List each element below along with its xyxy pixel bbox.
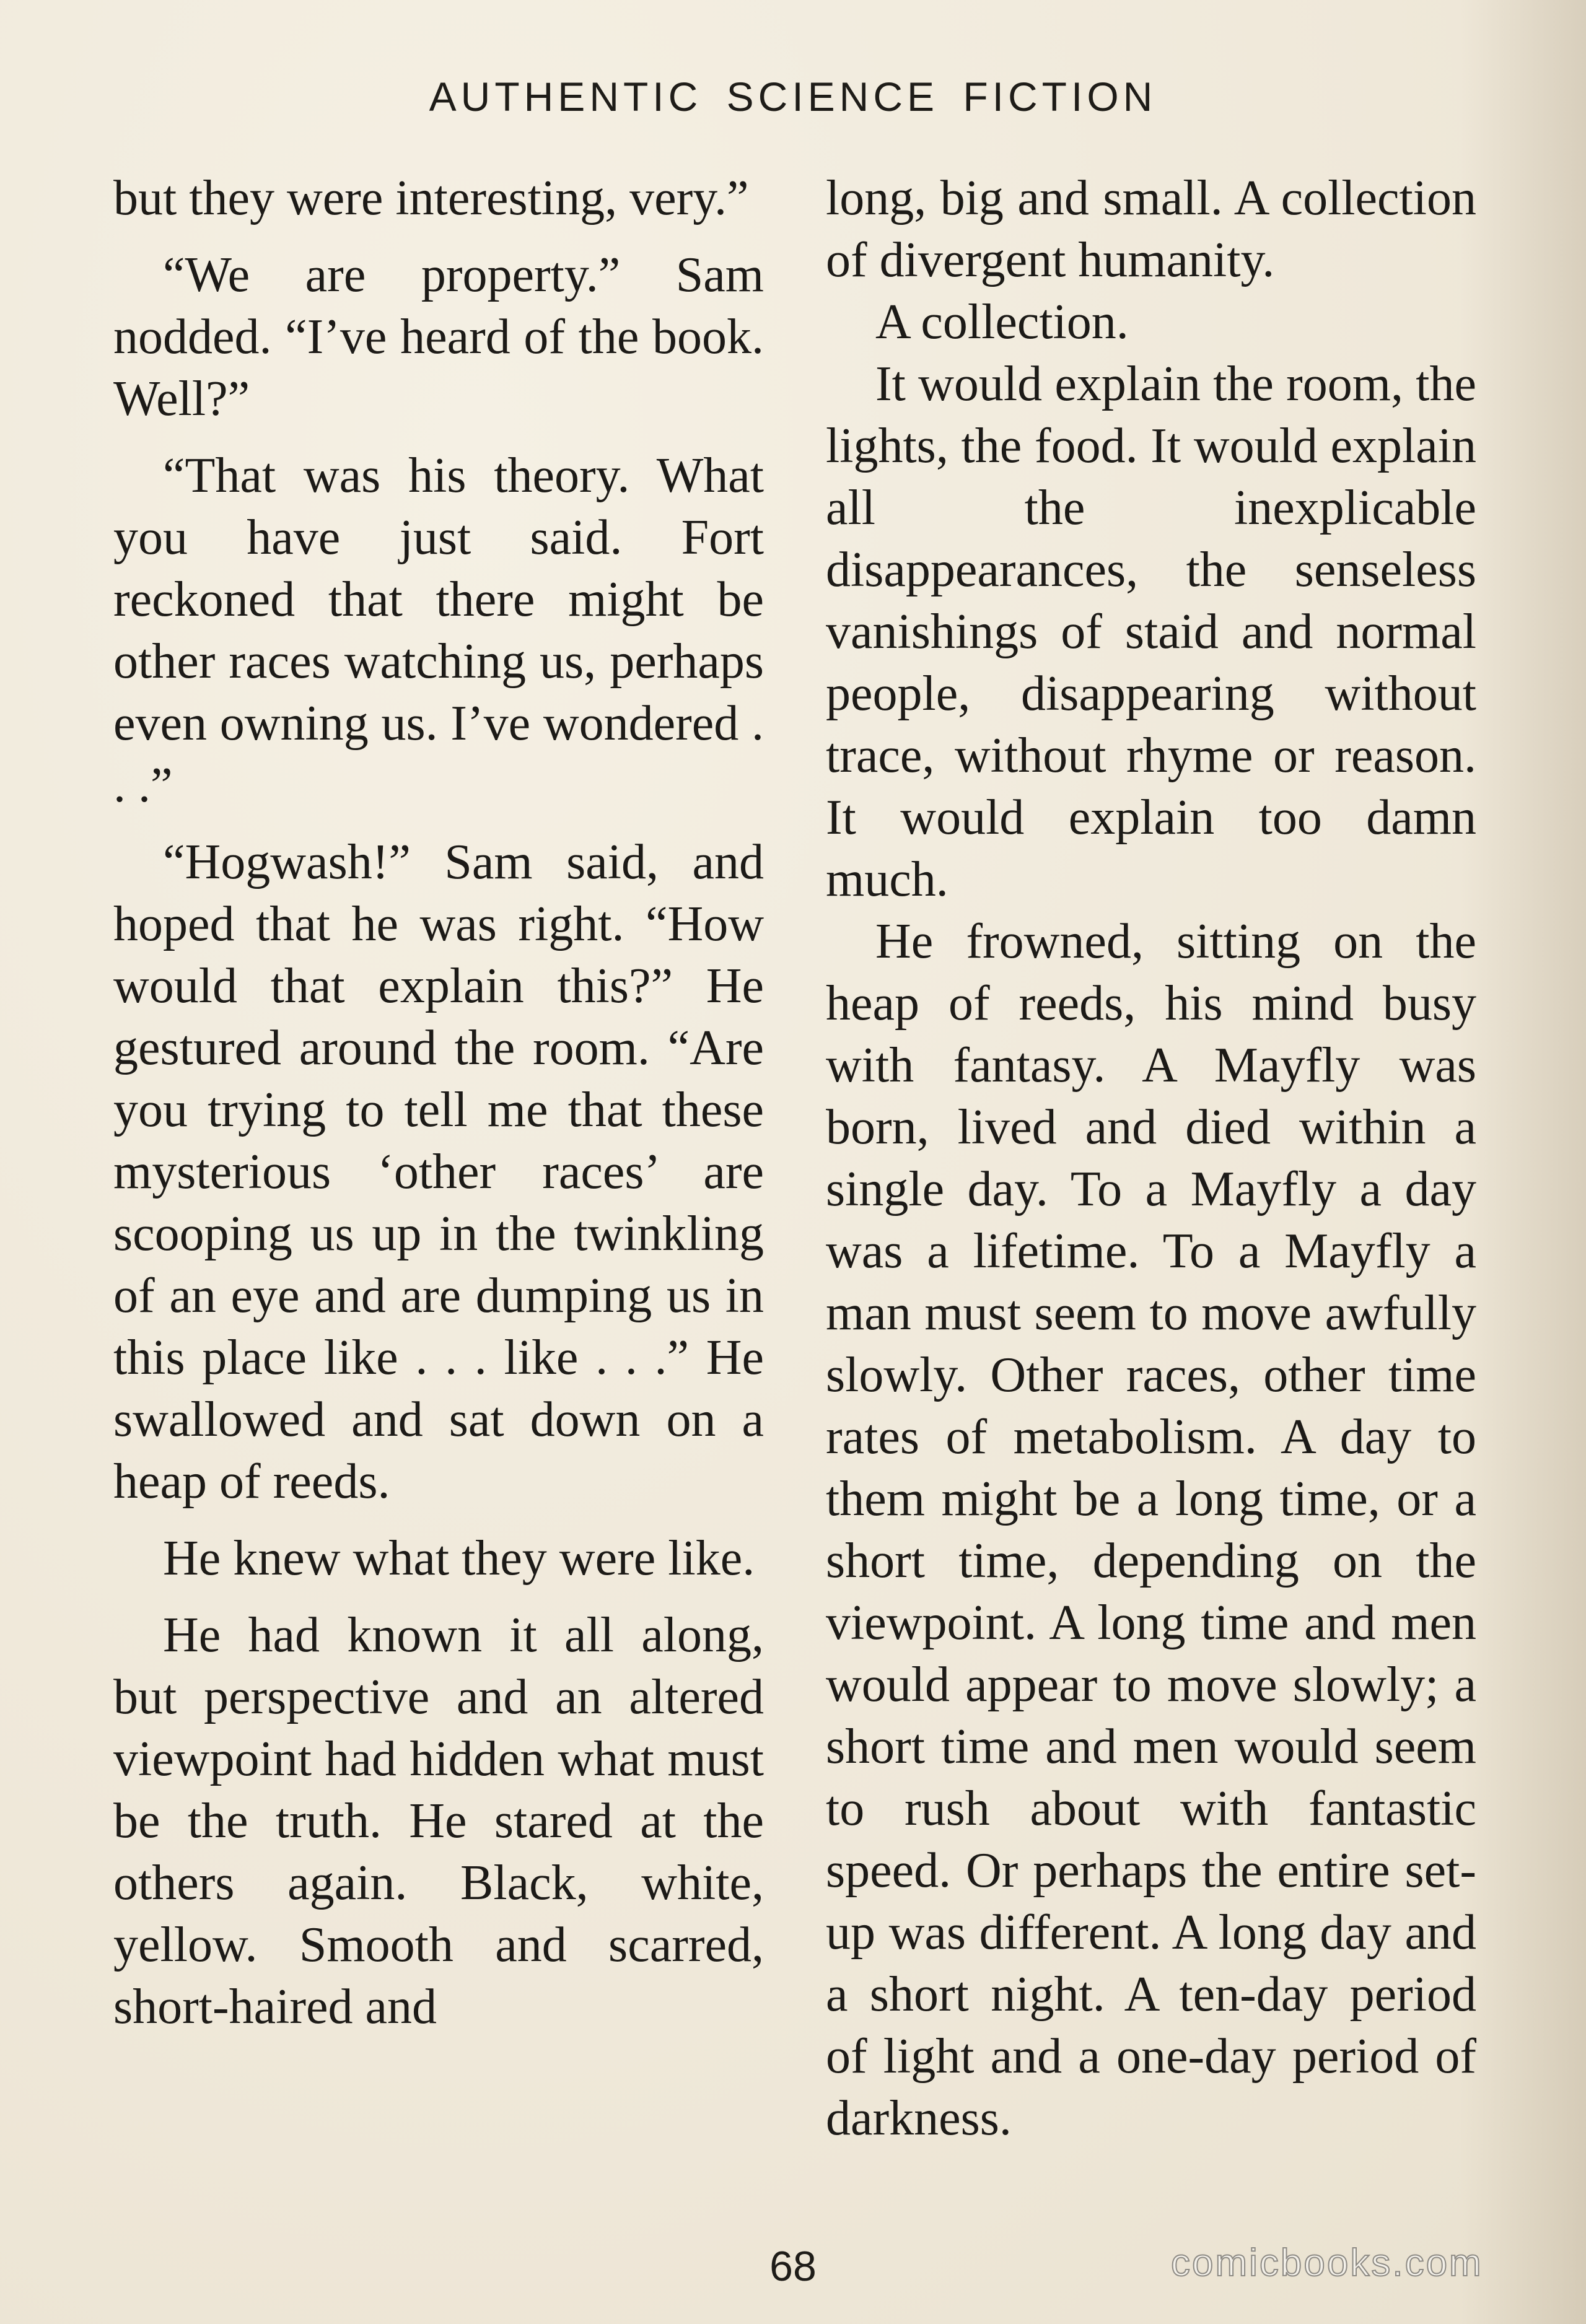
- right-column: [826, 167, 1476, 2149]
- paragraph: He frowned, sitting on the heap of reeds, his mind busy with fantasy. A Mayfly was born, lived and died within a single day. To a Mayfly a day was a lifetime. To a Mayfly a man must seem to move awfully slowly. Other races, other time rates of metabolism. A day to them might be a long time, or a short time, depending on the viewpoint. A long time and men would appear to move slowly; a short time and men would seem to rush about with fantastic speed. Or perhaps the entire set-up was different. A long day and a short night. A ten-day period of light and a one-day period of darkness.: [826, 914, 1476, 2146]
- left-column: [113, 167, 764, 2053]
- watermark: comicbooks.com: [1171, 2242, 1483, 2284]
- paragraph: “That was his theory. What you have just said. Fort reckoned that there might be other races watching us, perhaps even owning us. I’ve wondered . . .”: [113, 448, 764, 813]
- page-number: 68: [769, 2243, 817, 2290]
- paragraph: It would explain the room, the lights, the food. It would explain all the inexplicable disappearances, the senseless vanishings of staid and normal people, disappearing without trace, without rhyme or reason. It would explain too damn much.: [826, 357, 1476, 907]
- running-head: AUTHENTIC SCIENCE FICTION: [429, 74, 1157, 120]
- paragraph: A collection.: [875, 295, 1129, 349]
- paragraph: He had known it all along, but perspective and an altered viewpoint had hidden what must be the truth. He stared at the others again. Black, white, yellow. Smooth and scarred, short-haired and: [113, 1608, 764, 2034]
- paragraph: “We are property.” Sam nodded. “I’ve heard of the book. Well?”: [113, 248, 764, 426]
- paragraph: He knew what they were like.: [163, 1531, 755, 1586]
- paragraph: but they were interesting, very.”: [113, 171, 749, 225]
- paragraph: “Hogwash!” Sam said, and hoped that he was right. “How would that explain this?” He gestured around the room. “Are you trying to tell me that these mysterious ‘other races’ are scooping us up in the twinkling of an eye and are dumping us in this place like . . . like . . .” He swallowed and sat down on a heap of reeds.: [113, 835, 764, 1509]
- paragraph: long, big and small. A collection of divergent humanity.: [826, 171, 1476, 287]
